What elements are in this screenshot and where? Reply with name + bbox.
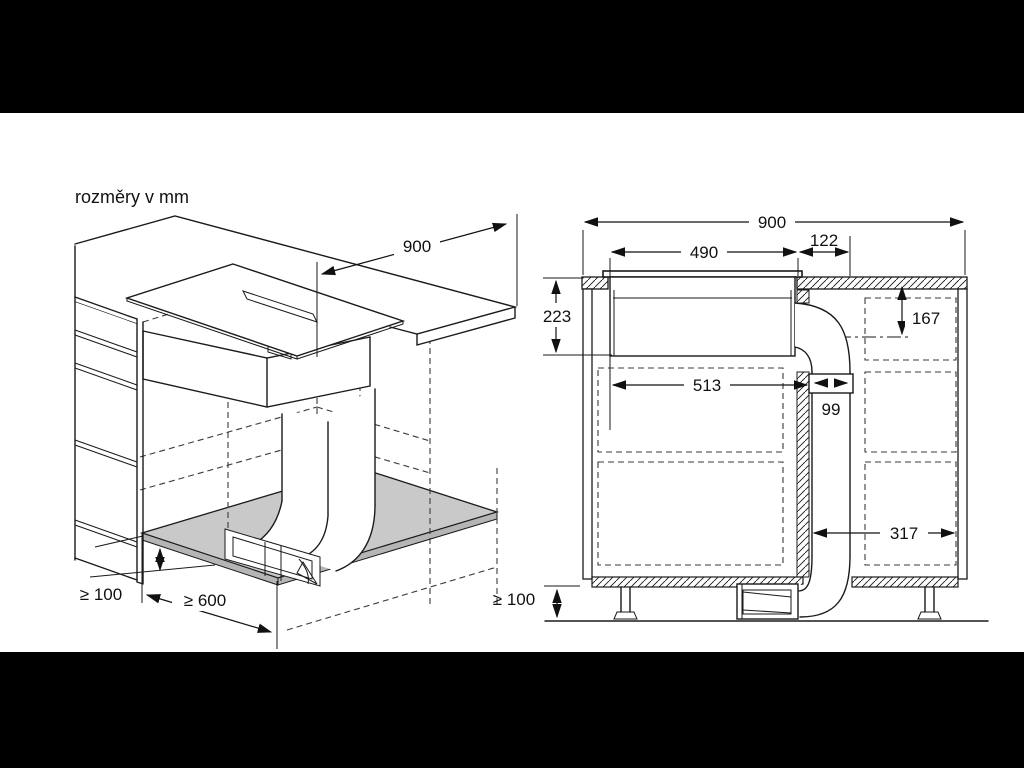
dim-label-900-iso: 900 [402, 237, 432, 256]
dim-label-167: 167 [911, 309, 941, 328]
isometric-view [75, 214, 517, 649]
dim-duct-to-wall [814, 521, 954, 544]
dim-label-490: 490 [689, 243, 719, 262]
dim-label-plinth-iso: ≥ 100 [79, 585, 123, 604]
plinth-channel-section [737, 556, 850, 619]
dim-label-317: 317 [889, 524, 919, 543]
dim-label-depth: ≥ 600 [183, 591, 227, 610]
dim-left-distance [613, 373, 807, 396]
dim-label-513: 513 [692, 376, 722, 395]
dim-label-plinth-section: ≥ 100 [492, 590, 536, 609]
dim-duct-drop [902, 287, 947, 334]
cross-section-view [493, 211, 988, 621]
dim-label-122: 122 [809, 231, 839, 250]
page-title: rozměry v mm [75, 187, 189, 207]
dim-label-99: 99 [821, 400, 841, 419]
dim-label-900-section: 900 [757, 213, 787, 232]
hob-section [603, 271, 802, 356]
dim-plinth-min-section [493, 586, 580, 617]
downdraft-duct [282, 386, 375, 518]
dim-cutout-offset [800, 231, 850, 276]
dim-label-223: 223 [542, 307, 572, 326]
dim-cabinet-width [583, 211, 965, 275]
